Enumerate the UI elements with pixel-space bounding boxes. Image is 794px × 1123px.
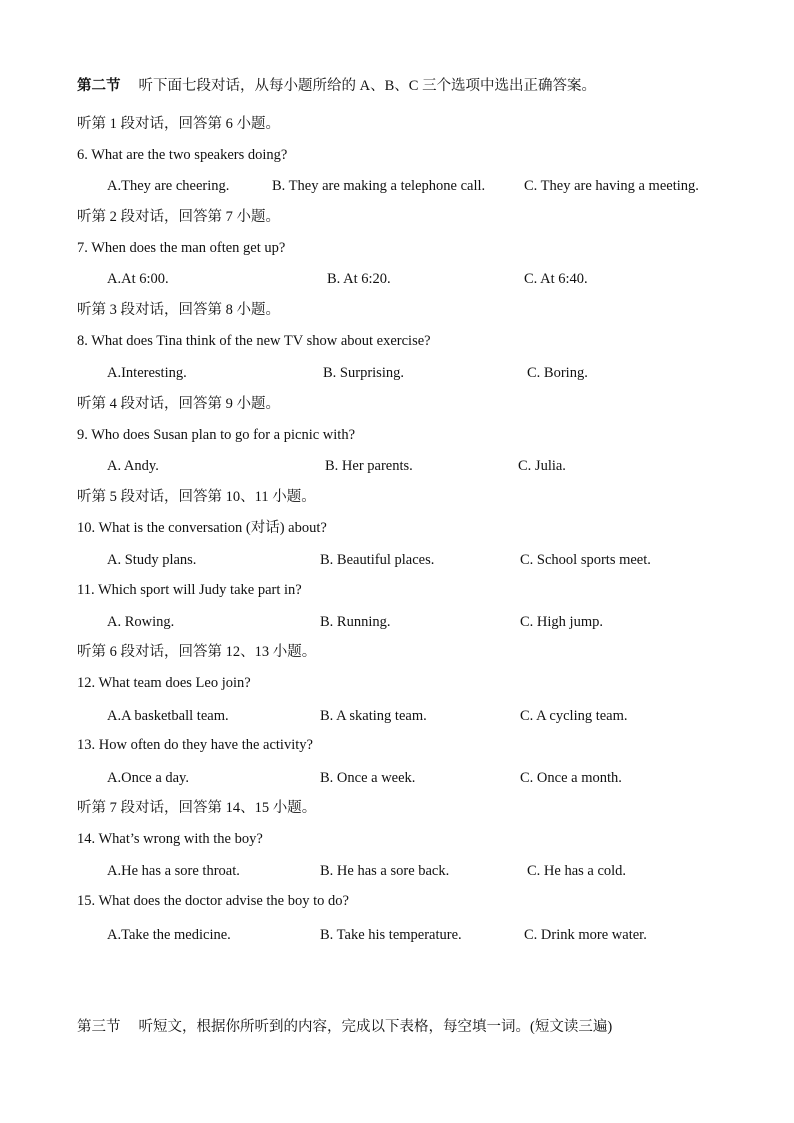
dialog-heading: 听第 2 段对话，回答第 7 小题。 xyxy=(77,209,280,225)
option-b: B. Once a week. xyxy=(320,770,416,786)
dialog-heading: 听第 1 段对话，回答第 6 小题。 xyxy=(77,116,280,132)
section3-heading xyxy=(77,1018,612,1036)
option-b: B. Surprising. xyxy=(323,365,404,381)
option-b: B. Running. xyxy=(320,614,391,630)
option-c: C. They are having a meeting. xyxy=(524,178,699,194)
option-c: C. A cycling team. xyxy=(520,708,628,724)
dialog-heading: 听第 6 段对话，回答第 12、13 小题。 xyxy=(77,644,317,660)
option-a: A. Andy. xyxy=(107,458,159,474)
question-stem: 10. What is the conversation (对话) about? xyxy=(77,520,327,536)
option-a: A.A basketball team. xyxy=(107,708,229,724)
option-c: C. Drink more water. xyxy=(524,927,647,943)
option-b: B. Her parents. xyxy=(325,458,413,474)
dialog-heading: 听第 7 段对话，回答第 14、15 小题。 xyxy=(77,800,317,816)
option-b: B. He has a sore back. xyxy=(320,863,450,879)
question-stem: 9. Who does Susan plan to go for a picnic with? xyxy=(77,427,355,443)
section3-instruction: 听短文，根据你所听到的内容，完成以下表格，每空填一词。(短文读三遍) xyxy=(138,1019,613,1035)
dialog-heading: 听第 4 段对话，回答第 9 小题。 xyxy=(77,396,280,412)
option-a: A. Rowing. xyxy=(107,614,175,630)
question-stem: 14. What’s wrong with the boy? xyxy=(77,831,263,847)
dialog-heading: 听第 5 段对话，回答第 10、11 小题。 xyxy=(77,489,316,505)
option-b: B. Beautiful places. xyxy=(320,552,435,568)
option-c: C. He has a cold. xyxy=(527,863,627,879)
section3-label: 第三节 xyxy=(77,1019,121,1035)
section2-label: 第二节 xyxy=(77,78,121,94)
option-c: C. Boring. xyxy=(527,365,588,381)
question-stem: 13. How often do they have the activity? xyxy=(77,737,313,753)
question-stem: 6. What are the two speakers doing? xyxy=(77,147,288,163)
question-stem: 8. What does Tina think of the new TV show about exercise? xyxy=(77,333,431,349)
question-stem: 12. What team does Leo join? xyxy=(77,675,251,691)
option-c: C. School sports meet. xyxy=(520,552,651,568)
option-a: A.Take the medicine. xyxy=(107,927,231,943)
option-c: C. At 6:40. xyxy=(524,271,588,287)
option-a: A.Interesting. xyxy=(107,365,187,381)
option-c: C. Julia. xyxy=(518,458,566,474)
option-a: A. Study plans. xyxy=(107,552,197,568)
section2-instruction: 听下面七段对话，从每小题所给的 A、B、C 三个选项中选出正确答案。 xyxy=(138,78,597,94)
option-b: B. A skating team. xyxy=(320,708,427,724)
option-c: C. Once a month. xyxy=(520,770,622,786)
option-c: C. High jump. xyxy=(520,614,603,630)
option-b: B. Take his temperature. xyxy=(320,927,462,943)
section2-heading xyxy=(77,77,596,95)
question-stem: 11. Which sport will Judy take part in? xyxy=(77,582,302,598)
dialog-heading: 听第 3 段对话，回答第 8 小题。 xyxy=(77,302,280,318)
option-a: A.At 6:00. xyxy=(107,271,169,287)
question-stem: 15. What does the doctor advise the boy to do? xyxy=(77,893,349,909)
option-a: A.They are cheering. xyxy=(107,178,230,194)
question-stem: 7. When does the man often get up? xyxy=(77,240,286,256)
option-a: A.Once a day. xyxy=(107,770,189,786)
option-a: A.He has a sore throat. xyxy=(107,863,240,879)
option-b: B. At 6:20. xyxy=(327,271,391,287)
option-b: B. They are making a telephone call. xyxy=(272,178,486,194)
